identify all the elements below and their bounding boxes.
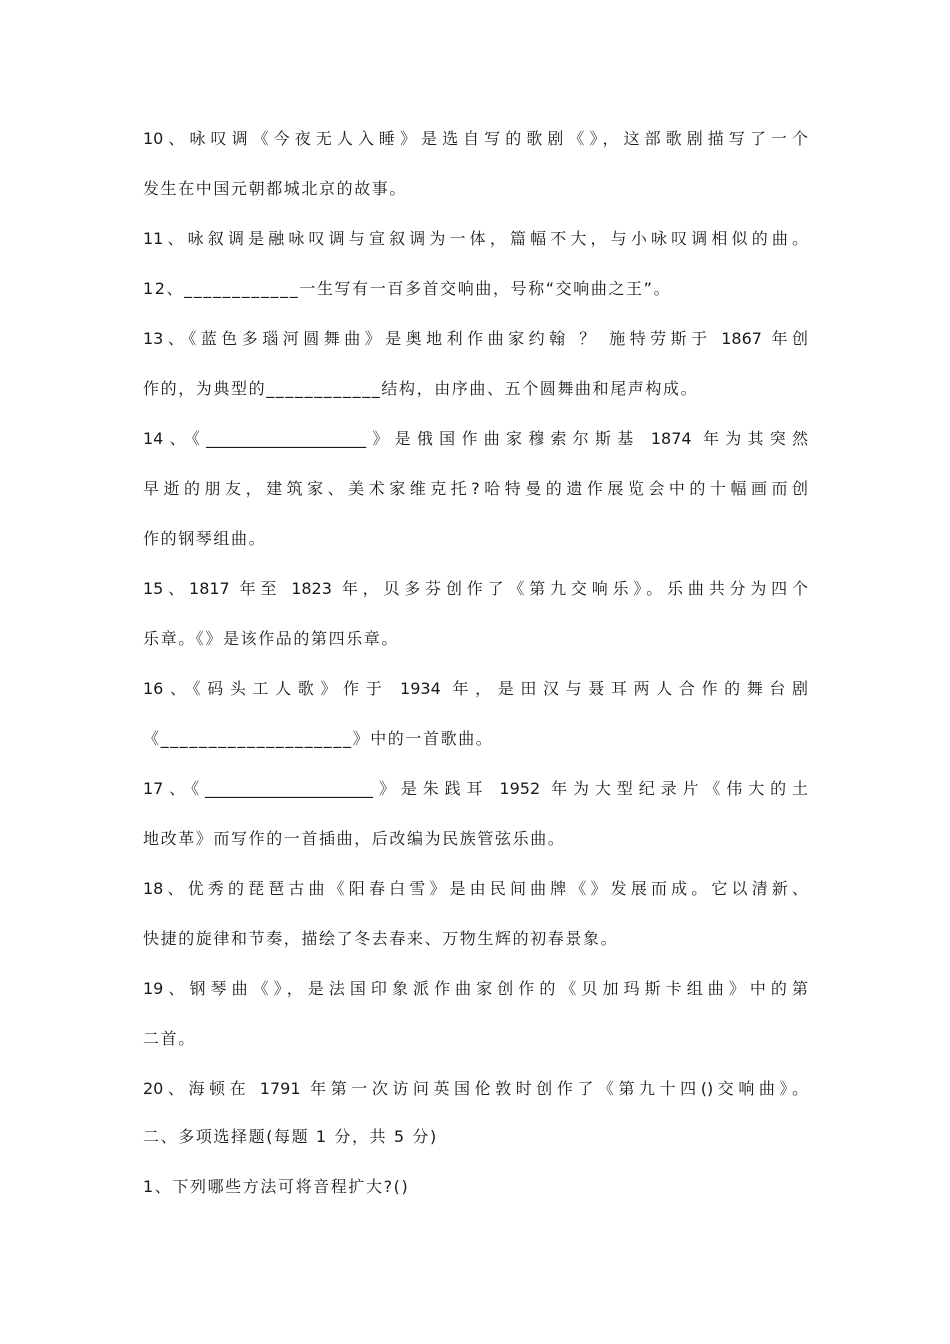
question-18-line-1: 18、优秀的琵琶古曲《阳春白雪》是由民间曲牌《》发展而成。它以清新、 — [143, 879, 808, 898]
question-15-line-2: 乐章。《》是该作品的第四乐章。 — [143, 629, 400, 648]
question-14-line-1: 14、《____________________》是俄国作曲家穆索尔斯基 1874 年为其突然 — [143, 429, 808, 448]
question-12-line-1: 12、____________一生写有一百多首交响曲，号称“交响曲之王”。 — [143, 279, 672, 298]
question-13-line-1: 13、《蓝色多瑙河圆舞曲》是奥地利作曲家约翰 ？ 施特劳斯于 1867 年创 — [143, 329, 808, 348]
question-16-line-1: 16、《码头工人歌》作于 1934 年，是田汉与聂耳两人合作的舞台剧 — [143, 679, 808, 698]
question-13-line-2: 作的，为典型的____________结构，由序曲、五个圆舞曲和尾声构成。 — [143, 379, 699, 398]
question-14-line-2: 早逝的朋友，建筑家、美术家维克托?哈特曼的遗作展览会中的十幅画而创 — [143, 479, 808, 498]
multiple-choice-question-1: 1、下列哪些方法可将音程扩大?() — [143, 1177, 410, 1196]
question-19-line-1: 19、钢琴曲《》，是法国印象派作曲家创作的《贝加玛斯卡组曲》中的第 — [143, 979, 808, 998]
question-17-line-2: 地改革》而写作的一首插曲，后改编为民族管弦乐曲。 — [143, 829, 566, 848]
question-11-line-1: 11、咏叙调是融咏叹调与宣叙调为一体，篇幅不大，与小咏叹调相似的曲。 — [143, 229, 808, 248]
question-15-line-1: 15、1817 年至 1823 年，贝多芬创作了《第九交响乐》。乐曲共分为四个 — [143, 579, 808, 598]
question-10-line-2: 发生在中国元朝都城北京的故事。 — [143, 179, 408, 198]
question-19-line-2: 二首。 — [143, 1029, 196, 1048]
question-10-line-1: 10、咏叹调《今夜无人入睡》是选自写的歌剧《》，这部歌剧描写了一个 — [143, 129, 808, 148]
question-14-line-3: 作的钢琴组曲。 — [143, 529, 267, 548]
question-17-line-1: 17、《_____________________》是朱践耳 1952 年为大型纪录片《伟大的土 — [143, 779, 808, 798]
question-16-line-2: 《____________________》中的一首歌曲。 — [143, 729, 494, 748]
section-heading-multiple-choice: 二、多项选择题(每题 1 分，共 5 分) — [143, 1127, 438, 1146]
question-20-line-1: 20、海顿在 1791 年第一次访问英国伦敦时创作了《第九十四()交响曲》。 — [143, 1079, 808, 1098]
question-18-line-2: 快捷的旋律和节奏，描绘了冬去春来、万物生辉的初春景象。 — [143, 929, 619, 948]
